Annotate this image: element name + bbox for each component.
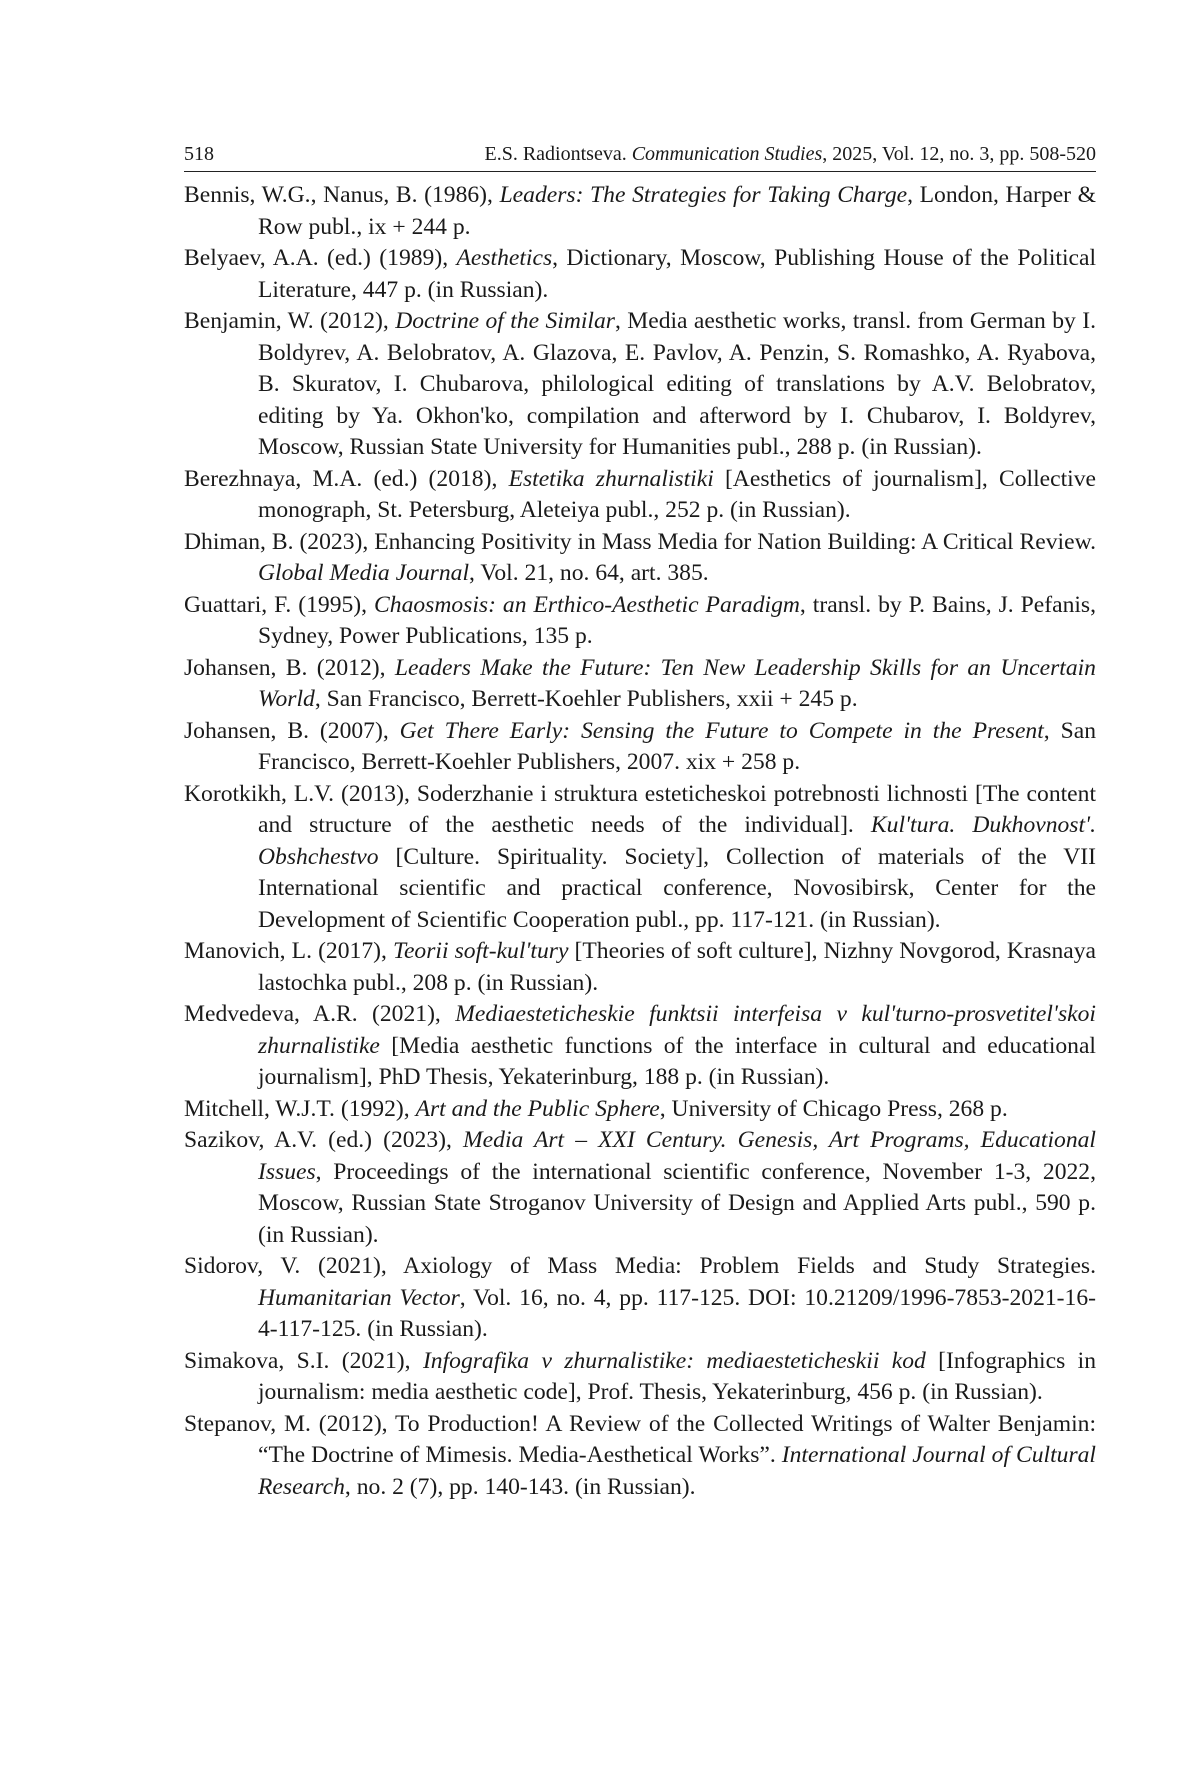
reference-text: [Theories of soft culture], Nizhny Novgorod, Krasnaya lastochka publ., 208 p. (in Russian). <box>258 938 1096 996</box>
reference-entry <box>184 464 1096 527</box>
journal-citation <box>485 140 1097 168</box>
reference-text: [Infographics in journalism: media aesthetic code], Prof. Thesis, Yekaterinburg, 456 p. (in Russian). <box>258 1347 1096 1405</box>
reference-entry <box>184 527 1096 590</box>
reference-text: Sazikov, A.V. (ed.) (2023), <box>184 1127 464 1153</box>
reference-title: Estetika zhurnalistiki <box>508 465 714 492</box>
reference-text: , San Francisco, Berrett-Koehler Publishers, xxii + 245 p. <box>314 686 858 712</box>
reference-text: [Aesthetics of journalism], Collective monograph, St. Petersburg, Aleteiya publ., 252 p. (in Russian). <box>258 465 1096 523</box>
reference-text: Manovich, L. (2017), <box>184 938 393 964</box>
page-number: 518 <box>184 143 214 165</box>
reference-text: , no. 2 (7), pp. 140-143. (in Russian). <box>344 1473 696 1500</box>
reference-entry <box>184 1094 1096 1126</box>
reference-text: [Media aesthetic functions of the interface in cultural and educational journalism], PhD Thesis, Yekaterinburg, 188 p. (in Russian). <box>258 1032 1096 1090</box>
reference-text: , London, Harper & Row publ., ix + 244 p. <box>258 182 1096 240</box>
reference-text: Belyaev, A.A. (ed.) (1989), <box>184 245 457 271</box>
reference-title: Kul'tura. Dukhovnost'. Obshchestvo <box>258 812 1096 870</box>
reference-text: [Culture. Spirituality. Society], Collection of materials of the VII International scientific and practical conference, Novosibirsk, Center for the Development of Scientific Cooperation publ., pp. 117-121. (in Russian). <box>258 843 1096 933</box>
reference-title: Humanitarian Vector <box>258 1284 460 1311</box>
reference-title: Chaosmosis: an Erthico-Aesthetic Paradigm <box>374 591 800 618</box>
reference-text: Johansen, B. (2007), <box>184 717 400 744</box>
reference-title: Media Art – XXI Century. Genesis, Art Programs, Educational Issues <box>258 1127 1096 1185</box>
author-name: E.S. Radiontseva. <box>484 143 632 165</box>
reference-entry <box>184 1346 1096 1409</box>
reference-title: Doctrine of the Similar <box>395 308 615 334</box>
reference-text: Stepanov, M. (2012), To Production! A Review of the Collected Writings of Walter Benjamin: “The Doctrine of Mimesis. Media-Aesthetical Works”. <box>184 1410 1096 1468</box>
reference-title: Get There Early: Sensing the Future to Compete in the Present <box>399 717 1044 744</box>
reference-text: Korotkikh, L.V. (2013), Soderzhanie i struktura esteticheskoi potrebnosti lichnosti [The content and structure of the aesthetic needs of the individual]. <box>184 780 1096 838</box>
reference-entry <box>184 1251 1096 1346</box>
reference-entry <box>184 936 1096 999</box>
reference-text: , Media aesthetic works, transl. from German by I. Boldyrev, A. Belobratov, A. Glazova, E. Pavlov, A. Penzin, S. Romashko, A. Ryabova, B. Skuratov, I. Chubarova, philological editing of translations by A.V. Belobratov, editing by Ya. Okhon'ko, compilation and afterword by I. Chubarov, I. Boldyrev, Moscow, Russian State University for Humanities publ., 288 p. (in Russian). <box>258 308 1096 460</box>
reference-entry <box>184 306 1096 464</box>
reference-title: Aesthetics <box>456 245 553 271</box>
reference-text: Benjamin, W. (2012), <box>184 308 396 334</box>
reference-entry <box>184 590 1096 653</box>
reference-text: Sidorov, V. (2021), Axiology of Mass Media: Problem Fields and Study Strategies. <box>184 1253 1096 1279</box>
reference-text: Simakova, S.I. (2021), <box>184 1347 423 1374</box>
reference-title: Teorii soft-kul'tury <box>392 938 569 964</box>
reference-text: Mitchell, W.J.T. (1992), <box>184 1095 416 1122</box>
reference-text: Johansen, B. (2012), <box>184 654 395 681</box>
reference-text: , University of Chicago Press, 268 p. <box>659 1095 1008 1122</box>
reference-text: Dhiman, B. (2023), Enhancing Positivity in Mass Media for Nation Building: A Critical Review. <box>184 528 1096 555</box>
reference-title: Infografika v zhurnalistike: mediaesteticheskii kod <box>422 1347 926 1374</box>
journal-title: Communication Studies <box>631 143 823 165</box>
page <box>184 140 1096 1503</box>
reference-title: Leaders Make the Future: Ten New Leadership Skills for an Uncertain World <box>258 654 1096 712</box>
reference-entry <box>184 1125 1096 1251</box>
reference-text: , Vol. 21, no. 64, art. 385. <box>469 560 709 586</box>
reference-entry <box>184 779 1096 937</box>
reference-text: , Proceedings of the international scientific conference, November 1-3, 2022, Moscow, Russian State Stroganov University of Design and Applied Arts publ., 590 p. (in Russian). <box>258 1158 1096 1248</box>
issue-info: , 2025, Vol. 12, no. 3, pp. 508-520 <box>822 143 1096 165</box>
reference-entry <box>184 653 1096 716</box>
reference-title: International Journal of Cultural Research <box>258 1442 1096 1500</box>
reference-title: Mediaesteticheskie funktsii interfeisa v kul'turno-prosvetitel'skoi zhurnalistike <box>258 1001 1096 1059</box>
reference-entry <box>184 999 1096 1094</box>
reference-title: Art and the Public Sphere <box>415 1095 660 1122</box>
reference-title: Leaders: The Strategies for Taking Charge <box>499 182 908 208</box>
reference-entry <box>184 180 1096 243</box>
reference-text: , Dictionary, Moscow, Publishing House of the Political Literature, 447 p. (in Russian). <box>258 245 1097 303</box>
reference-entry <box>184 1409 1096 1504</box>
reference-list <box>184 180 1096 1503</box>
reference-text: , transl. by P. Bains, J. Pefanis, Sydney, Power Publications, 135 p. <box>258 591 1096 649</box>
reference-text: , San Francisco, Berrett-Koehler Publishers, 2007. xix + 258 p. <box>258 717 1096 775</box>
reference-text: Berezhnaya, M.A. (ed.) (2018), <box>184 465 509 492</box>
reference-text: Guattari, F. (1995), <box>184 591 375 618</box>
running-head <box>184 140 1096 172</box>
reference-text: Bennis, W.G., Nanus, B. (1986), <box>184 182 500 208</box>
reference-text: Medvedeva, A.R. (2021), <box>184 1001 456 1027</box>
reference-entry <box>184 716 1096 779</box>
reference-entry <box>184 243 1096 306</box>
reference-text: , Vol. 16, no. 4, pp. 117-125. DOI: 10.21209/1996-7853-2021-16-4-117-125. (in Russian). <box>258 1284 1096 1342</box>
reference-title: Global Media Journal <box>258 560 470 586</box>
